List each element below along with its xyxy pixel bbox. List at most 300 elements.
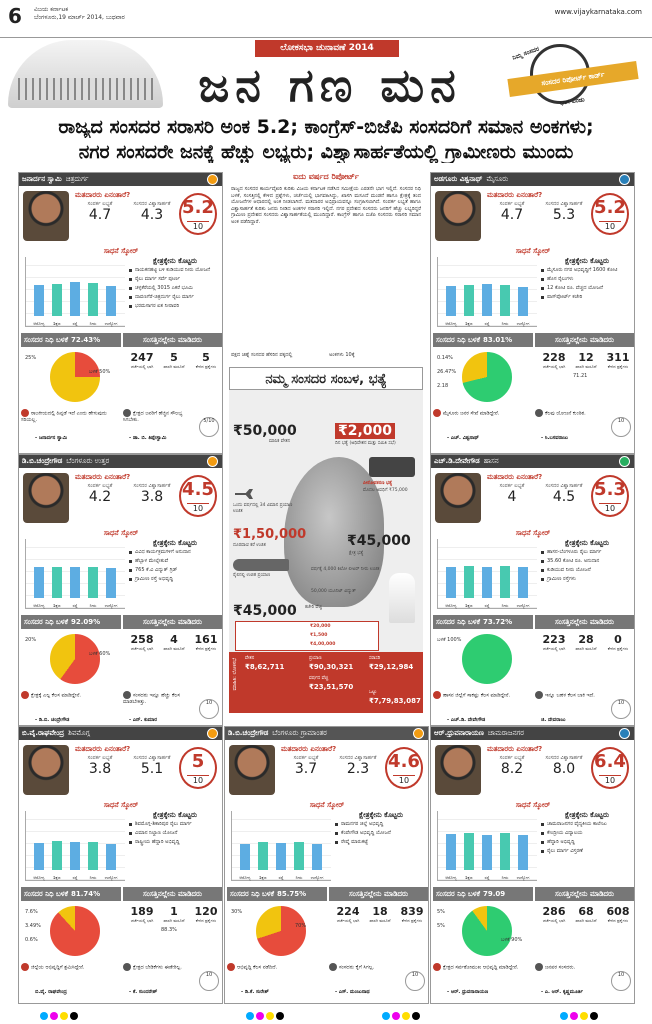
fund-usage-value: 72.43% [71,336,101,344]
date-text: ಬೆಂಗಳೂರು,19 ಮಾರ್ಚ್ 2014, ಬುಧವಾರ [34,14,125,21]
electricity-label: 50,000 ಯೂನಿಟ್ ವಿದ್ಯುತ್ [311,589,356,594]
report-card-logo [500,40,642,120]
quote-bullet-icon [21,691,29,699]
expense-label-4: ಸರಾಸರಿ [369,656,381,661]
citizen-quote-text: ಕೆಲವು ಯೋಜನೆ ಕುಂಠಿತ. [545,410,586,417]
salary-source-note: ಮಾಹಿತಿ: ಲೋಕಸಭೆ [232,658,238,691]
party-symbol-icon [413,728,424,739]
mp-card [18,454,223,726]
project-item: ಗ್ರಾಮೀಣ ರಸ್ತೆಗಳು [541,576,633,583]
daily-allowance-label: ದಿನ ಭತ್ಯೆ (ಅಧಿವೇಶನ ಮತ್ತು ಸಮಿತಿ ಸಭೆ) [335,441,396,446]
mp-quote-signature: - ಡಿ.ಕೆ. ಸುರೇಶ್ [241,989,269,995]
article-key-2: ಅಂಕಗಳು 10ಕ್ಕೆ [329,352,355,358]
performance-bar [294,842,304,870]
credibility-label: ಸಂಸದರ ವಿಶ್ವಾಸಾರ್ಹತೆ [339,755,377,761]
voter-opinion-heading: ಮತದಾರರು ಏನಂತಾರೆ? [75,191,131,199]
rail-travel-label: ರೈಲಿನಲ್ಲಿ ಉಚಿತ ಪ್ರಯಾಣ [233,573,271,578]
mp-name: ಜನಾರ್ದನ ಸ್ವಾಮಿ [22,175,62,183]
performance-bar [88,283,98,316]
overall-score-circle [385,747,423,789]
citizen-score-stamp: 10 [199,971,219,991]
credibility-score [127,483,177,505]
score-denominator: 10 [599,503,621,513]
furniture-allowance-title: ಪೀಠೋಪಕರಣ ಭತ್ಯೆ [363,481,393,486]
website-link[interactable]: www.vijaykarnataka.com [554,8,642,16]
bar-category-label: ನೀರು [295,875,303,880]
mp-quote-signature: - ಎಚ್.ಡಿ. ದೇವೇಗೌಡ [447,717,486,723]
fund-usage-label: ಸಂಸದರ ನಿಧಿ ಬಳಕೆ [24,890,69,898]
accessibility-label: ಸಂಪರ್ಕ ಲಭ್ಯತೆ [87,201,113,207]
projects-list [129,821,221,848]
expense-value-4: ₹29,12,984 [369,663,414,671]
accessibility-score [75,201,125,223]
bar-category-label: ಆರೋಗ್ಯ [445,875,457,880]
credibility-value: 2.3 [346,761,370,777]
performance-bar [464,285,474,316]
parliament-stat-label: ಕೇಳಿದ ಪ್ರಶ್ನೆಗಳು [607,364,629,369]
bar-category-label: ಶಿಕ್ಷಣ [53,875,61,880]
mp-name-bar [19,727,222,740]
score-denominator: 10 [187,503,209,513]
mp-quote-text: ಅಭಿವೃದ್ಧಿ ಕೆಲಸ ನಡೆದಿದೆ. [237,964,278,971]
voter-opinion-heading: ಮತದಾರರು ಏನಂತಾರೆ? [487,745,543,753]
performance-bar [500,833,510,870]
fund-usage-value: 73.72% [483,618,513,626]
credibility-value: 8.0 [552,761,576,777]
overall-score-circle [179,475,217,517]
parliament-stat-value: 258 [130,633,154,646]
accessibility-score [487,201,537,223]
mp-quote-text: ಹಾಸನ ಜಿಲ್ಲೆಗೆ ಸಾಕಷ್ಟು ಕೆಲಸ ಮಾಡಿದ್ದೇನೆ. [443,692,511,699]
projects-list [541,821,633,857]
performance-bar [240,844,250,870]
fund-usage-label: ಸಂಸದರ ನಿಧಿ ಬಳಕೆ [436,890,481,898]
allowance-table [235,621,379,651]
mp-name: ಡಿ.ಬಿ.ಚಂದ್ರೇಗೌಡ [22,457,63,465]
mp-name-bar [431,455,634,468]
performance-heading: ಸಾಧನೆ ಸ್ಕೋರ್ [103,801,139,809]
date-line [34,6,125,22]
project-item: 35.60 ಕೋಟಿ ರೂ. ಅನುದಾನ [541,558,633,565]
performance-bar [70,842,80,870]
bar-category-label: ರಸ್ತೆ [72,321,78,326]
pie-percentage-label: 26.47% [437,369,457,375]
election-badge: ಲೋಕಸಭಾ ಚುನಾವಣೆ 2014 [255,40,399,57]
quote-bullet-icon [535,691,543,699]
parliament-stat-label: ಖಾಸಗಿ ಮಸೂದೆ [575,918,597,923]
pie-percentage-label: ಬಳಕೆ 50% [89,369,111,375]
citizen-quote-text: ಸಂಸದರು ಇನ್ನೂ ಹೆಚ್ಚು ಕೆಲಸ ಮಾಡಬೇಕಿತ್ತು. [123,692,181,705]
fund-usage-label: ಸಂಸದರ ನಿಧಿ ಬಳಕೆ [436,336,481,344]
accessibility-label: ಸಂಪರ್ಕ ಲಭ್ಯತೆ [293,755,319,761]
mp-constituency: ಚಾಮರಾಜನಗರ [487,729,524,737]
project-item: ಹೆಬ್ಬಾಳ ಮೇಲ್ಸೇತುವೆ [129,558,221,565]
project-item: ರೇಷ್ಮೆ ಮಾರುಕಟ್ಟೆ [335,839,427,846]
quote-bullet-icon [123,691,131,699]
credibility-score [333,755,383,777]
performance-heading: ಸಾಧನೆ ಸ್ಕೋರ್ [103,247,139,255]
party-symbol-icon [619,728,630,739]
air-travel-label: ಒಂದು ವರ್ಷದಲ್ಲಿ 34 ವಿಮಾನ ಪ್ರಯಾಣ ಉಚಿತ [233,503,293,514]
performance-heading: ಸಾಧನೆ ಸ್ಕೋರ್ [103,529,139,537]
accessibility-label: ಸಂಪರ್ಕ ಲಭ್ಯತೆ [87,755,113,761]
parliament-stat-value: 12 [578,351,594,364]
projects-list [541,549,633,585]
logo-label-top: ನಿಮ್ಮ ಸಂಸದರ [511,45,541,62]
citizen-quote-text: ಜನಪರ ಸಂಸದರು. [545,964,576,971]
performance-bar-chart [231,811,331,881]
mp-constituency: ಬೆಂಗಳೂರು ಗ್ರಾಮಾಂತರ [272,729,327,737]
mp-card [18,172,223,454]
fund-usage-pie-chart [49,351,101,403]
project-item: ರೈಲು ಮಾರ್ಗ ಸರ್ವೆ ಪೂರ್ಣ [129,276,221,283]
mp-name-bar [431,173,634,186]
parliament-stat [571,351,601,369]
mp-quote [433,963,529,971]
airplane-icon [235,489,253,499]
parliament-stat-label: ಕೇಳಿದ ಪ್ರಶ್ನೆಗಳು [195,646,217,651]
expense-value-1: ₹8,62,711 [245,663,285,671]
bar-category-label: ಉದ್ಯೋಗ [516,321,530,326]
citizen-quote-text: ಕ್ಷೇತ್ರದ ಬೇಡಿಕೆಗಳು ಈಡೇರಿಲ್ಲ. [133,964,182,971]
pie-percentage-label: 3.49% [25,923,41,929]
project-item: ನಾಯಕನಹಟ್ಟಿ ಬಳಿ ಕುಡಿಯುವ ನೀರು ಯೋಜನೆ [129,267,221,274]
fund-usage-pie-chart [49,905,101,957]
fund-usage-heading [433,333,533,347]
mp-quote-text: ರಾಜಕೀಯದಲ್ಲಿ ಹಿನ್ನಡೆ ಇದೆ ಎಂದು ಹೇಳುವುದು ಸರಿಯಲ್ಲ. [21,410,107,423]
pie-percentage-label: 7.6% [25,909,38,915]
party-symbol-icon [619,174,630,185]
parliament-stat-label: ಚರ್ಚೆಯಲ್ಲಿ ಭಾಗಿ [336,918,360,923]
accessibility-score [487,755,537,777]
quote-bullet-icon [21,963,29,971]
parliament-stat-value: 18 [372,905,388,918]
parliament-stat [571,633,601,651]
parliament-stat [603,633,633,651]
score-denominator: 10 [187,775,209,785]
bar-category-label: ಆರೋಗ್ಯ [239,875,251,880]
fund-usage-pie-chart [49,633,101,685]
mp-photo [23,745,69,795]
basic-salary: ₹50,000 [233,423,297,439]
fund-usage-label: ಸಂಸದರ ನಿಧಿ ಬಳಕೆ [24,336,69,344]
bar-category-label: ನೀರು [501,875,509,880]
fund-usage-heading [21,615,121,629]
constituency-allowance: ₹45,000 [347,533,411,549]
voter-opinion-heading: ಮತದಾರರು ಏನಂತಾರೆ? [75,745,131,753]
quote-bullet-icon [433,409,441,417]
project-item: ವಿಮಾನ ನಿಲ್ದಾಣ ಯೋಜನೆ [129,830,221,837]
mp-quote [227,963,323,971]
parliament-stat-value: 189 [130,905,154,918]
project-item: ಗ್ರಾಮೀಣ ರಸ್ತೆ ಅಭಿವೃದ್ಧಿ [129,576,221,583]
parliament-stat-label: ಖಾಸಗಿ ಮಸೂದೆ [369,918,391,923]
citizen-quote [329,963,403,971]
parliament-stat [191,351,221,369]
fund-usage-heading [21,887,121,901]
constituency-allowance-label: ಕ್ಷೇತ್ರ ಭತ್ಯೆ [349,551,364,556]
performance-bar [464,566,474,598]
color-register-marks-1 [40,1012,78,1020]
parliament-stat-label: ಕೇಳಿದ ಪ್ರಶ್ನೆಗಳು [195,918,217,923]
credibility-label: ಸಂಸದರ ವಿಶ್ವಾಸಾರ್ಹತೆ [133,201,171,207]
article-body: ರಾಜ್ಯದ ಸಂಸದರ ಕಾರ್ಯವೈಖರಿ ಕುರಿತು ವಿಜಯ ಕರ್ನಾಟಕ ನಡೆಸಿದ ಸಮೀಕ್ಷೆಯ ಎರಡನೇ ಭಾಗ ಇಲ್ಲಿದೆ. ಸಂಸದರ ನಿಧಿ ಬಳಕೆ, ಸಂಸತ್ತಿನಲ್ಲಿ ಕೇಳಿದ ಪ್ರಶ್ನೆಗಳು, ಚರ್ಚೆಯಲ್ಲಿ ಭಾಗವಹಿಸಿದ್ದು, ಖಾಸಗಿ ಮಸೂದೆ ಮಂಡನೆ ಹಾಗೂ ಕ್ಷೇತ್ರಕ್ಕೆ ತಂದ ಯೋಜನೆಗಳ ಆಧಾರದಲ್ಲಿ ಅಂಕ ನೀಡಲಾಗಿದೆ. ಮತದಾರರ ಅಭಿಪ್ರಾಯವನ್ನೂ ಸಂಗ್ರಹಿಸಲಾಗಿದೆ. ಸಂಪರ್ಕ ಲಭ್ಯತೆ ಹಾಗೂ ವಿಶ್ವಾಸಾರ್ಹತೆ ಕುರಿತು ಜನರು ನೀಡಿದ ಅಂಕಗಳ ಸರಾಸರಿ ಇಲ್ಲಿದೆ. ನಗರ ಪ್ರದೇಶದ ಸಂಸದರು ಜನರಿಗೆ ಹೆಚ್ಚು ಲಭ್ಯರಿದ್ದರೆ ಗ್ರಾಮೀಣ ಪ್ರದೇಶದ ಸಂಸದರು ವಿಶ್ವಾಸಾರ್ಹತೆಯಲ್ಲಿ ಮುಂದಿದ್ದಾರೆ. ಕಾಂಗ್ರೆಸ್ ಹಾಗೂ ಬಿಜೆಪಿ ಸಂಸದರು ಸರಾಸರಿ ಸಮಾನ ಅಂಕ ಪಡೆದಿದ್ದಾರೆ. [231,186,421,225]
logo-band: ಸಂಸದರ ರಿಪೋರ್ಟ್ ಕಾರ್ಡ್ [507,61,638,97]
project-item: ವಿವಿಧ ಕಾರ್ಯಕ್ರಮಗಳಿಗೆ ಅನುದಾನ [129,549,221,556]
voter-opinion-heading: ಮತದಾರರು ಏನಂತಾರೆ? [487,191,543,199]
pie-percentage-label: 2.18 [437,383,449,389]
parliament-stat-label: ಕೇಳಿದ ಪ್ರಶ್ನೆಗಳು [401,918,423,923]
citizen-quote-signature: - ಕೆ. ಸುಂದರೇಶ್ [129,989,158,995]
mp-card [18,726,223,1004]
parliament-stat-value: 224 [336,905,360,918]
citizen-quote-signature: - ಡಾ. ಬಿ. ತಿಪ್ಪೇಸ್ವಾಮಿ [129,435,167,441]
mp-constituency: ಚಿತ್ರದುರ್ಗ [65,175,89,183]
performance-bar-chart [25,257,125,327]
performance-bar [70,282,80,316]
mp-constituency: ಬೆಂಗಳೂರು ಉತ್ತರ [66,457,110,465]
color-register-marks-3 [382,1012,420,1020]
quote-bullet-icon [123,963,131,971]
score-denominator: 10 [393,775,415,785]
mp-name: ಡಿ.ಬಿ.ಚಂದ್ರೇಗೌಡ [228,729,269,737]
parliament-stat-label: ಚರ್ಚೆಯಲ್ಲಿ ಭಾಗಿ [130,918,154,923]
performance-bar [52,284,62,316]
performance-bar [482,835,492,870]
parliament-stat-value: 286 [542,905,566,918]
performance-heading: ಸಾಧನೆ ಸ್ಕೋರ್ [309,801,345,809]
bar-category-label: ನೀರು [501,321,509,326]
parliament-stat-value: 311 [606,351,630,364]
bar-category-label: ನೀರು [89,321,97,326]
bar-category-label: ಶಿಕ್ಷಣ [465,875,473,880]
overall-score: 4.5 [182,479,214,500]
furniture-allowance-label: ಮೊದಲ ಅವಧಿಗೆ ₹75,000 [363,488,408,493]
projects-list [129,549,221,585]
bar-category-label: ಆರೋಗ್ಯ [445,321,457,326]
mp-name: ಅಡಗೂರು ವಿಶ್ವನಾಥ್ [434,175,483,183]
bar-category-label: ಆರೋಗ್ಯ [445,603,457,608]
credibility-label: ಸಂಸದರ ವಿಶ್ವಾಸಾರ್ಹತೆ [133,483,171,489]
citizen-quote-text: ಸಂಸದರು ಕೈಗೆ ಸಿಗಲ್ಲ. [339,964,375,971]
bar-category-label: ಉದ್ಯೋಗ [104,603,118,608]
color-register-marks-4 [560,1012,598,1020]
parliament-stat-label: ಖಾಸಗಿ ಮಸೂದೆ [575,364,597,369]
voter-opinion-heading: ಮತದಾರರು ಏನಂತಾರೆ? [281,745,337,753]
parliament-stat-label: ಖಾಸಗಿ ಮಸೂದೆ [163,364,185,369]
overall-score-circle [591,747,629,789]
performance-bar [482,284,492,316]
mp-quote [21,963,117,971]
parliament-stat-label: ಖಾಸಗಿ ಮಸೂದೆ [163,918,185,923]
mp-name-bar [19,173,222,186]
party-symbol-icon [619,456,630,467]
parliament-stat [333,905,363,923]
parliament-stat [539,633,569,651]
performance-bar [446,286,456,316]
mp-constituency: ಶಿವಮೊಗ್ಗ [68,729,90,737]
parliament-stat [159,633,189,651]
paper-name: ವಿಜಯ ಕರ್ನಾಟಕ [34,6,69,13]
pie-percentage-label: ಬಳಕೆ 60% [89,651,111,657]
pie-percentage-label: 71.21 [573,373,588,379]
accessibility-label: ಸಂಪರ್ಕ ಲಭ್ಯತೆ [499,755,525,761]
mp-quote [433,409,529,417]
overall-score-circle [179,747,217,789]
parliament-stat [365,905,395,923]
quote-bullet-icon [123,409,131,417]
projects-heading: ಕ್ಷೇತ್ರಕ್ಕೇನು ಕೊಟ್ಟರು [152,811,198,819]
fund-usage-heading [433,887,533,901]
projects-heading: ಕ್ಷೇತ್ರಕ್ಕೇನು ಕೊಟ್ಟರು [152,257,198,265]
overall-score-circle [179,193,217,235]
fund-usage-label: ಸಂಸದರ ನಿಧಿ ಬಳಕೆ [230,890,275,898]
bar-category-label: ಉದ್ಯೋಗ [516,603,530,608]
quote-bullet-icon [227,963,235,971]
citizen-quote [123,691,197,705]
parliament-stat-value: 1 [170,905,178,918]
pie-percentage-label: 30% [231,909,243,915]
bar-category-label: ರಸ್ತೆ [484,875,490,880]
performance-bar [518,835,528,870]
office-allowance-label: ಕಚೇರಿ ವೆಚ್ಚ [305,605,322,610]
parliament-stat [397,905,427,923]
quote-bullet-icon [21,409,29,417]
accessibility-value: 3.7 [294,761,318,777]
projects-list [129,267,221,312]
parliament-activity-heading: ಸಂಸತ್ತಿನಲ್ಲೇನು ಮಾಡಿದರು [535,887,634,901]
projects-heading: ಕ್ಷೇತ್ರಕ್ಕೇನು ಕೊಟ್ಟರು [358,811,404,819]
salary-infographic [229,367,423,713]
bar-category-label: ಆರೋಗ್ಯ [33,875,45,880]
mp-name: ಎಚ್.ಡಿ.ದೇವೇಗೌಡ [434,457,480,465]
projects-heading: ಕ್ಷೇತ್ರಕ್ಕೇನು ಕೊಟ್ಟರು [564,539,610,547]
project-item: ರೈಲು ಮಾರ್ಗ ವಿಸ್ತರಣೆ [541,848,633,855]
accessibility-value: 4.7 [88,207,112,223]
fund-usage-pie-chart [461,905,513,957]
logo-label-bottom: ಭಾಗ-ಎರಡು [559,96,586,107]
project-item: ಹೊಸ ರೈಲುಗಳು [541,276,633,283]
parliament-stat [571,905,601,923]
project-item: ಕುಡಿಯುವ ನೀರು ಯೋಜನೆ [541,567,633,574]
fund-usage-value: 81.74% [71,890,101,898]
bar-category-label: ರಸ್ತೆ [484,321,490,326]
accessibility-value: 4.2 [88,489,112,505]
accessibility-score [487,483,537,505]
performance-bar-chart [25,539,125,609]
project-item: ದಾವಣಗೆರೆ-ಚಿತ್ರದುರ್ಗ ರೈಲು ಮಾರ್ಗ [129,294,221,301]
bar-category-label: ಉದ್ಯೋಗ [104,321,118,326]
parliament-stat-label: ಚರ್ಚೆಯಲ್ಲಿ ಭಾಗಿ [542,646,566,651]
credibility-value: 3.8 [140,489,164,505]
pie-percentage-label: 5% [437,909,445,915]
party-symbol-icon [207,728,218,739]
citizen-quote [535,691,609,699]
salary-title: ನಮ್ಮ ಸಂಸದರ ಸಂಬಳ, ಭತ್ಯೆ [229,367,423,390]
overall-score: 6.4 [594,751,626,772]
performance-bar [276,843,286,870]
bar-category-label: ಉದ್ಯೋಗ [104,875,118,880]
bar-category-label: ರಸ್ತೆ [72,875,78,880]
parliament-activity-heading: ಸಂಸತ್ತಿನಲ್ಲೇನು ಮಾಡಿದರು [535,333,634,347]
daily-allowance: ₹2,000 [335,423,395,439]
mp-quote-text: ಕ್ಷೇತ್ರಕ್ಕೆ ಎಲ್ಲ ಕೆಲಸ ಮಾಡಿದ್ದೇನೆ. [31,692,82,699]
citizen-quote-signature: - ಎ. ಆರ್. ಕೃಷ್ಣಮೂರ್ತಿ [541,989,583,995]
fund-usage-value: 85.75% [277,890,307,898]
parliament-stat-value: 5 [202,351,210,364]
article-title: ಐದು ವರ್ಷದ ರಿಪೋರ್ಟ್ [293,172,359,181]
credibility-label: ಸಂಸದರ ವಿಶ್ವಾಸಾರ್ಹತೆ [545,201,583,207]
mp-photo [435,745,481,795]
bar-category-label: ನೀರು [501,603,509,608]
overall-score: 5 [191,751,205,772]
mp-quote [21,691,117,699]
mp-quote-signature: ಬಿ.ವೈ. ರಾಘವೇಂದ್ರ [35,989,67,995]
parliament-stat [127,633,157,651]
credibility-score [127,201,177,223]
project-item: ರಾಷ್ಟ್ರೀಯ ಹೆದ್ದಾರಿ ಅಭಿವೃದ್ಧಿ [129,839,221,846]
mp-quote-signature: - ಎಚ್. ವಿಶ್ವನಾಥ್ [447,435,479,441]
project-item: ಹಾಸನ-ಬೆಂಗಳೂರು ರೈಲು ಮಾರ್ಗ [541,549,633,556]
pie-percentage-label: 88.3% [161,927,177,933]
politician-figure [389,573,415,623]
pie-percentage-label: ಬಳಕೆ 90% [501,937,523,943]
overall-score-circle [591,193,629,235]
citizen-quote-signature: ಜಿ. ದೇವರಾಜು [541,717,566,723]
pie-percentage-label: 25% [25,355,37,361]
bar-category-label: ಆರೋಗ್ಯ [33,603,45,608]
parliament-stat [159,905,189,923]
parliament-activity-heading: ಸಂಸತ್ತಿನಲ್ಲೇನು ಮಾಡಿದರು [123,333,222,347]
quote-bullet-icon [535,963,543,971]
performance-bar [52,841,62,870]
parliament-activity-heading: ಸಂಸತ್ತಿನಲ್ಲೇನು ಮಾಡಿದರು [123,615,222,629]
parliament-stat-label: ಚರ್ಚೆಯಲ್ಲಿ ಭಾಗಿ [542,364,566,369]
article-key-1: ಪಕ್ಷದ ಚಿಹ್ನೆ ಸಂಸದರ ಹೆಸರಿನ ಪಕ್ಕದಲ್ಲಿ [231,352,293,358]
fund-usage-value: 79.09 [483,890,506,898]
pie-percentage-label: 0.6% [25,937,38,943]
parliament-stat-value: 5 [170,351,178,364]
headline-line-2: ನಗರ ಸಂಸದರೇ ಜನಕ್ಕೆ ಹೆಚ್ಚು ಲಭ್ಯರು; ವಿಶ್ವಾಸಾರ್ಹತೆಯಲ್ಲಿ ಗ್ರಾಮೀಣರು ಮುಂದು [78,141,574,163]
expense-value-3: ₹23,51,570 [309,683,354,691]
parliament-stat-label: ಚರ್ಚೆಯಲ್ಲಿ ಭಾಗಿ [130,646,154,651]
projects-heading: ಕ್ಷೇತ್ರಕ್ಕೇನು ಕೊಟ್ಟರು [564,257,610,265]
citizen-score-stamp: 10 [199,699,219,719]
bar-category-label: ಶಿಕ್ಷಣ [465,321,473,326]
citizen-quote-signature: - ಎನ್. ಕುಮಾರ [129,717,158,723]
parliament-stat-label: ಕೇಳಿದ ಪ್ರಶ್ನೆಗಳು [195,364,217,369]
performance-bar [106,844,116,870]
performance-bar [446,567,456,598]
expense-value-2: ₹90,30,321 [309,663,354,671]
page-number: 6 [8,4,22,28]
fund-usage-label: ಸಂಸದರ ನಿಧಿ ಬಳಕೆ [24,618,69,626]
expense-label-1: ವೇತನ [245,656,255,661]
performance-bar [88,842,98,870]
mp-photo [23,191,69,241]
parliament-stat-label: ಕೇಳಿದ ಪ್ರಶ್ನೆಗಳು [607,918,629,923]
mp-quote-text: ಕ್ಷೇತ್ರದ ಸರ್ವತೋಮುಖ ಅಭಿವೃದ್ಧಿ ಮಾಡಿದ್ದೇನೆ. [443,964,519,971]
performance-bar [88,567,98,598]
performance-heading: ಸಾಧನೆ ಸ್ಕೋರ್ [515,529,551,537]
mp-quote-text: ಮೈಸೂರು ಜನರ ಸೇವೆ ಮಾಡಿದ್ದೇನೆ. [443,410,500,417]
parliament-stat-label: ಖಾಸಗಿ ಮಸೂದೆ [163,646,185,651]
project-item: ಹೆದ್ದಾರಿ ಅಭಿವೃದ್ಧಿ [541,839,633,846]
performance-bar [106,568,116,598]
fund-usage-heading [227,887,327,901]
parliament-stat-value: 68 [578,905,594,918]
color-register-marks-2 [246,1012,284,1020]
